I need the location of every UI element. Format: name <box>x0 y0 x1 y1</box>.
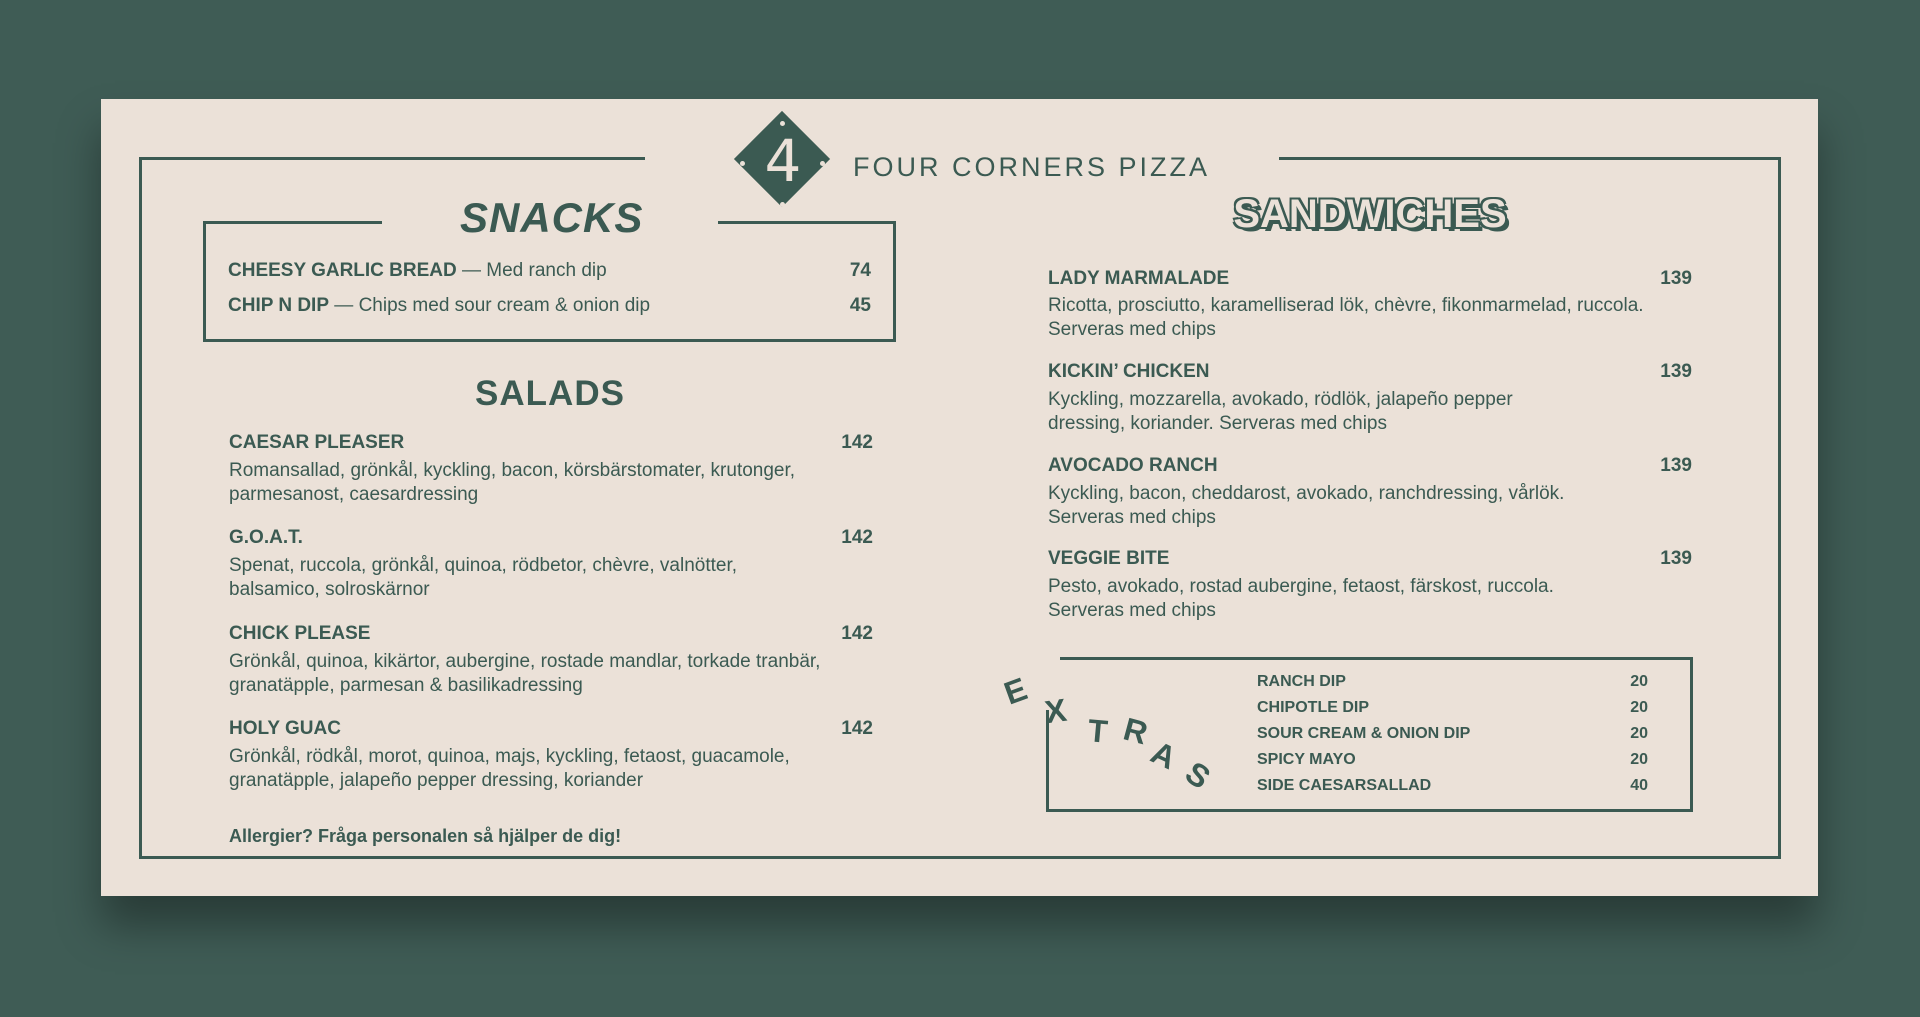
extra-name: SPICY MAYO <box>1257 751 1356 768</box>
snack-item <box>228 260 607 282</box>
sandwich-price: 139 <box>1660 548 1692 569</box>
sandwich-name: AVOCADO RANCH <box>1048 455 1218 476</box>
salad-name: G.O.A.T. <box>229 527 303 548</box>
sandwich-name: LADY MARMALADE <box>1048 268 1230 289</box>
sandwich-name: VEGGIE BITE <box>1048 548 1170 569</box>
extra-price: 40 <box>1630 777 1648 794</box>
extras-heading-letter: T <box>1086 712 1110 750</box>
salads-heading: SALADS <box>475 374 625 413</box>
extra-name: SOUR CREAM & ONION DIP <box>1257 725 1471 742</box>
salad-name: CAESAR PLEASER <box>229 432 405 453</box>
snack-name: CHEESY GARLIC BREAD <box>228 260 457 281</box>
logo-number: 4 <box>764 127 802 195</box>
sandwiches-heading: SANDWICHES <box>1233 192 1507 236</box>
extras-heading-letter: A <box>1145 733 1182 777</box>
sandwich-desc: Pesto, avokado, rostad aubergine, fetaost, färskost, ruccola. Serveras med chips <box>1048 576 1554 621</box>
extra-price: 20 <box>1630 673 1648 690</box>
sandwich-desc: Kyckling, mozzarella, avokado, rödlök, jalapeño pepper dressing, koriander. Serveras med chips <box>1048 389 1513 434</box>
salad-desc: Romansallad, grönkål, kyckling, bacon, körsbärstomater, krutonger, parmesanost, caesardressing <box>229 460 796 505</box>
snacks-heading: SNACKS <box>460 194 644 241</box>
extras-heading-letter: E <box>999 670 1032 712</box>
salad-price: 142 <box>841 432 873 453</box>
extras-heading-letter: S <box>1178 754 1218 796</box>
logo-dot <box>780 202 785 207</box>
salad-price: 142 <box>841 623 873 644</box>
sandwich-desc: Ricotta, prosciutto, karamelliserad lök, chèvre, fikonmarmelad, ruccola. Serveras med chips <box>1048 295 1644 340</box>
salad-price: 142 <box>841 527 873 548</box>
snack-price: 45 <box>849 295 871 316</box>
extra-name: CHIPOTLE DIP <box>1257 699 1370 716</box>
snack-price: 74 <box>849 260 871 281</box>
brand-name: FOUR CORNERS PIZZA <box>853 152 1211 182</box>
snack-item <box>228 295 650 317</box>
sandwich-price: 139 <box>1660 268 1692 289</box>
salad-desc: Grönkål, rödkål, morot, quinoa, majs, kyckling, fetaost, guacamole, granatäpple, jalapeño pepper dressing, koriander <box>229 746 790 791</box>
snack-name: CHIP N DIP <box>228 295 330 316</box>
salad-price: 142 <box>841 718 873 739</box>
extra-price: 20 <box>1630 699 1648 716</box>
allergy-note: Allergier? Fråga personalen så hjälper de dig! <box>229 826 622 846</box>
extras-heading-letter: X <box>1042 691 1069 731</box>
sandwich-price: 139 <box>1660 455 1692 476</box>
extra-price: 20 <box>1630 751 1648 768</box>
extras-heading-letter: R <box>1119 710 1152 752</box>
salad-name: HOLY GUAC <box>229 718 341 739</box>
sandwich-name: KICKIN’ CHICKEN <box>1048 361 1210 382</box>
extra-name: SIDE CAESARSALLAD <box>1257 777 1432 794</box>
sandwich-price: 139 <box>1660 361 1692 382</box>
extra-name: RANCH DIP <box>1257 673 1346 690</box>
snack-desc: — Chips med sour cream & onion dip <box>329 295 651 316</box>
salad-desc: Grönkål, quinoa, kikärtor, aubergine, rostade mandlar, torkade tranbär, granatäpple, parmesan & basilikadressing <box>229 651 821 696</box>
sandwich-desc: Kyckling, bacon, cheddarost, avokado, ranchdressing, vårlök. Serveras med chips <box>1048 483 1565 528</box>
salad-desc: Spenat, ruccola, grönkål, quinoa, rödbetor, chèvre, valnötter, balsamico, solroskärnor <box>229 555 738 600</box>
salad-name: CHICK PLEASE <box>229 623 371 644</box>
extra-price: 20 <box>1630 725 1648 742</box>
snack-desc: — Med ranch dip <box>456 260 607 281</box>
